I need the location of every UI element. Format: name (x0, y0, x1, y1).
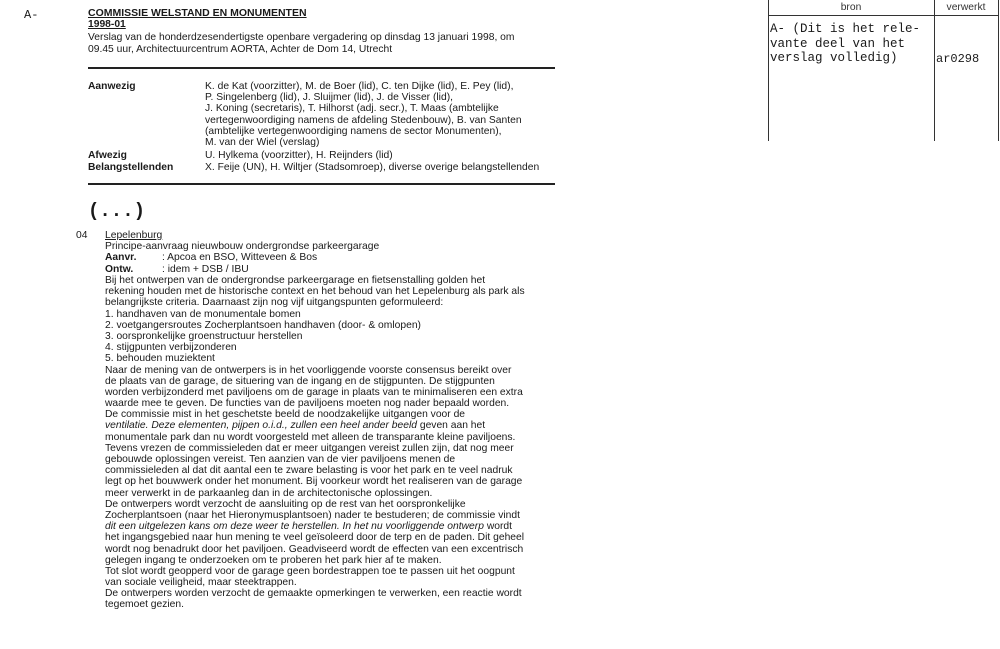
absent-label: Afwezig (88, 150, 127, 161)
body-line (105, 309, 525, 320)
body-text: wordt (483, 521, 512, 533)
body-line (105, 432, 525, 443)
applicant: : Apcoa en BSO, Witteveen & Bos (162, 252, 318, 263)
body-text: gebouwde oplossingen vereist. Ten aanzien van de vier paviljoens menen de (105, 454, 456, 465)
item-number: 04 (76, 230, 88, 241)
body-text: dit een uitgelezen kans om deze weer te herstellen. In het nu voorliggende ontwerp (105, 521, 484, 533)
present-line: P. Singelenberg (lid), J. Sluijmer (lid), J. de Visser (lid), (205, 92, 453, 104)
body-text: wordt nog benadrukt door het paviljoen. Geadviseerd wordt de effecten van een excentrisch (105, 543, 524, 555)
body-text: Tevens vrezen de commissieleden dat er meer uitgangen vereist zullen zijn, dat nog meer (105, 442, 514, 454)
body-line (105, 544, 525, 555)
present-line: M. van der Wiel (verslag) (205, 136, 320, 148)
body-line (105, 443, 525, 454)
body-text: de plaats van de garage, de situering van de ingang en de stijgpunten. De stijgpunten (105, 375, 495, 387)
body-text: legt op het bouwwerk onder het monument. Bij voorkeur wordt het realiseren van de garage (105, 476, 523, 488)
body-text: rekening houden met de historische context en het behoud van het Lepelenburg als park als (105, 286, 525, 298)
body-text: meer verwerkt in de parkaanleg dan in de architectonische oplossingen. (105, 487, 433, 499)
item-subtitle: Principe-aanvraag nieuwbouw ondergrondse parkeergarage (105, 241, 380, 252)
present-label: Aanwezig (88, 81, 136, 92)
designer: : idem + DSB / IBU (162, 263, 249, 275)
body-text: 3. oorspronkelijke groenstructuur herstellen (105, 330, 303, 342)
body-text: monumentale park dan nu wordt voorgesteld met alleen de transparante kleine paviljoens. (105, 431, 516, 443)
column-header-processed: verwerkt (946, 2, 986, 13)
designer-label: Ontw. (105, 263, 134, 275)
body-line (105, 297, 525, 308)
body-line (105, 465, 525, 476)
body-text: Zocherplantsoen (naar het Hieronymusplantsoen) nader te bestuderen; de commissie vindt (105, 509, 520, 521)
processed-cell: ar0298 (936, 52, 980, 66)
body-text: ventilatie. Deze elementen, pijpen o.i.d., zullen een heel ander beeld (105, 420, 417, 432)
body-line (105, 409, 525, 420)
body-text: Naar de mening van de ontwerpers is in het voorliggende voorste consensus bereikt over (105, 364, 512, 376)
body-line (105, 387, 525, 398)
body-line (105, 577, 525, 588)
subtitle-line: 09.45 uur, Architectuurcentrum AORTA, Achter de Dom 14, Utrecht (88, 43, 393, 55)
document-number: 1998-01 (88, 19, 126, 30)
body-text: het ingangsgebied naar hun mening te veel geïsoleerd door de terp en de paden. Dit geheel (105, 532, 525, 544)
interested-list: X. Feije (UN), H. Wiltjer (Stadsomroep), diverse overige belangstellenden (205, 162, 540, 173)
document-subtitle (88, 32, 514, 55)
body-text: Bij het ontwerpen van de ondergrondse parkeergarage en fietsenstalling golden het (105, 275, 486, 286)
document-title: COMMISSIE WELSTAND EN MONUMENTEN (88, 7, 307, 19)
body-text: belangrijkste criteria. Daarnaast zijn nog vijf uitgangspunten geformuleerd: (105, 297, 444, 309)
source-line: A- (Dit is het rele- (770, 22, 921, 36)
present-line: K. de Kat (voorzitter), M. de Boer (lid), C. ten Dijke (lid), E. Pey (lid), (205, 81, 514, 92)
body-line (105, 376, 525, 387)
table-border (934, 0, 935, 141)
body-line (105, 532, 525, 543)
table-border (768, 0, 769, 141)
body-text: 4. stijgpunten verbijzonderen (105, 342, 237, 354)
table-border (768, 15, 999, 16)
body-line (105, 476, 525, 487)
present-line: (ambtelijke vertegenwoordiging namens de sector Monumenten), (205, 125, 502, 137)
body-line (105, 353, 525, 364)
body-line (105, 555, 525, 566)
divider (88, 183, 555, 185)
source-cell (770, 22, 920, 66)
body-text: De commissie mist in het geschetste beeld de noodzakelijke uitgangen voor de (105, 409, 466, 421)
body-line (105, 454, 525, 465)
item-body (105, 275, 525, 611)
present-list (205, 81, 522, 148)
body-line (105, 365, 525, 376)
body-text: tegemoet gezien. (105, 599, 184, 611)
body-line (105, 398, 525, 409)
margin-mark: A- (24, 8, 39, 22)
applicant-label: Aanvr. (105, 252, 137, 263)
body-text: De ontwerpers worden verzocht de gemaakte opmerkingen te verwerken, een reactie wordt (105, 588, 522, 600)
body-line (105, 488, 525, 499)
interested-label: Belangstellenden (88, 162, 174, 173)
divider (88, 67, 555, 69)
body-text: 1. handhaven van de monumentale bomen (105, 308, 301, 320)
body-line (105, 320, 525, 331)
table-border (998, 0, 999, 141)
body-text: De ontwerpers wordt verzocht de aansluiting op de rest van het oorspronkelijke (105, 498, 466, 510)
body-line (105, 510, 525, 521)
body-text: gelegen ingang te onderzoeken om te proberen het park hier af te maken. (105, 554, 442, 566)
body-text: Tot slot wordt geopperd voor de garage geen bordestrappen toe te passen uit het oogpunt (105, 565, 515, 577)
body-text: worden verbijzonderd met paviljoens om de garage in plaats van te minimaliseren een extra (105, 386, 523, 398)
body-line (105, 342, 525, 353)
body-line (105, 588, 525, 599)
body-line (105, 331, 525, 342)
body-text: commissieleden al dat dit aantal een te zware belasting is voor het park en te veel nadruk (105, 465, 513, 477)
present-line: J. Koning (secretaris), T. Hilhorst (adj. secr.), T. Maas (ambtelijke (205, 103, 499, 115)
present-line: vertegenwoordiging namens de afdeling Stedenbouw), B. van Santen (205, 114, 522, 126)
body-line (105, 599, 525, 610)
body-text: van sociale veiligheid, maar steektrappen. (105, 577, 297, 589)
body-text: 5. behouden muziektent (105, 353, 215, 365)
body-line (105, 275, 525, 286)
absent-list: U. Hylkema (voorzitter), H. Reijnders (lid) (205, 150, 393, 161)
body-line (105, 521, 525, 532)
column-header-source: bron (840, 2, 862, 13)
item-title: Lepelenburg (105, 230, 163, 241)
body-line (105, 420, 525, 431)
body-text: geven aan het (416, 420, 486, 432)
body-text: 2. voetgangersroutes Zocherplantsoen handhaven (door- & omlopen) (105, 319, 421, 331)
ellipsis-mark: (...) (88, 200, 146, 222)
source-line: vante deel van het (770, 36, 906, 51)
body-line (105, 286, 525, 297)
source-line: verslag volledig) (770, 51, 898, 65)
body-line (105, 566, 525, 577)
body-text: waarde mee te geven. De functies van de paviljoens moeten nog nader bepaald worden. (105, 398, 510, 410)
subtitle-line: Verslag van de honderdzesendertigste openbare vergadering op dinsdag 13 januari 1998, om (88, 32, 515, 43)
body-line (105, 499, 525, 510)
